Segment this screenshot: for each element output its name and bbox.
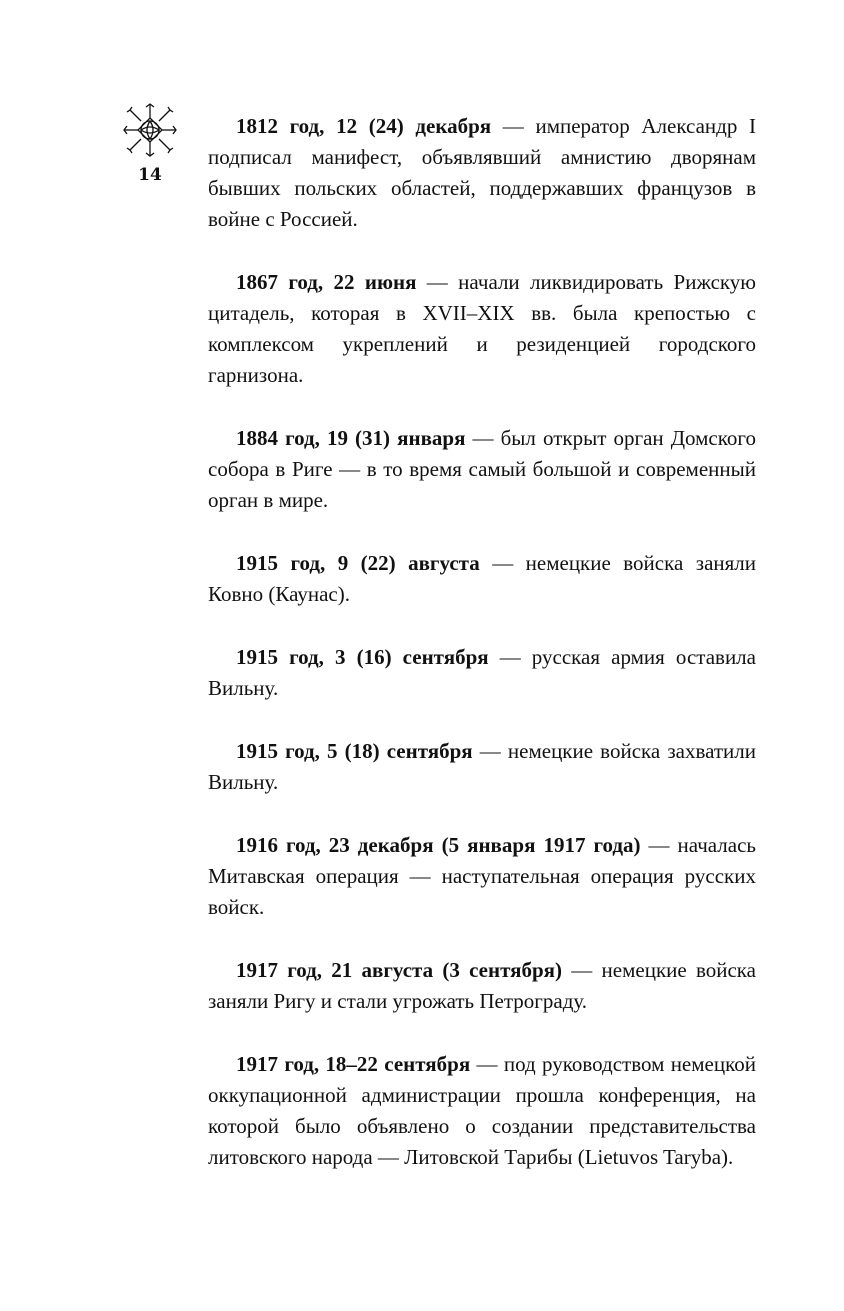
entry-text: — русская армия оставила Вильну.	[208, 645, 756, 700]
ornament-icon	[120, 100, 180, 160]
entry-date: 1812 год, 12 (24) декабря	[236, 114, 492, 138]
chronology-entry	[208, 955, 756, 1017]
chronology-list	[208, 111, 756, 1205]
chronology-entry	[208, 642, 756, 704]
entry-date: 1867 год, 22 июня	[236, 270, 417, 294]
chronology-entry	[208, 423, 756, 516]
chronology-entry	[208, 548, 756, 610]
entry-date: 1915 год, 9 (22) августа	[236, 551, 480, 575]
chronology-entry	[208, 736, 756, 798]
entry-text: — император Александр I подписал манифест, объявлявший амнистию дворянам бывших польских областей, поддержавших французов в войне с Россией.	[208, 114, 756, 231]
entry-text: — немецкие войска захватили Вильну.	[208, 739, 756, 794]
entry-text: — начали ликвидировать Рижскую цитадель, которая в XVII–XIX вв. была крепостью с комплексом укреплений и резиденцией городского гарнизона.	[208, 270, 756, 387]
entry-date: 1884 год, 19 (31) января	[236, 426, 466, 450]
entry-text: — под руководством немецкой оккупационной администрации прошла конференция, на которой было объявлено о создании представительства литовского народа — Литовской Тарибы (Lietuvos Taryba).	[208, 1052, 756, 1169]
entry-date: 1917 год, 18–22 сентября	[236, 1052, 471, 1076]
entry-date: 1915 год, 3 (16) сентября	[236, 645, 489, 669]
entry-date: 1917 год, 21 августа (3 сентября)	[236, 958, 563, 982]
entry-text: — немецкие войска заняли Ригу и стали угрожать Петрограду.	[208, 958, 756, 1013]
entry-text: — немецкие войска заняли Ковно (Каунас).	[208, 551, 756, 606]
entry-date: 1916 год, 23 декабря (5 января 1917 года)	[236, 833, 641, 857]
chronology-entry	[208, 1049, 756, 1173]
entry-text: — был открыт орган Домского собора в Риге — в то время самый большой и современный орган в мире.	[208, 426, 756, 512]
chronology-entry	[208, 111, 756, 235]
chronology-entry	[208, 267, 756, 391]
chronology-entry	[208, 830, 756, 923]
entry-text: — началась Митавская операция — наступательная операция русских войск.	[208, 833, 756, 919]
page-number: 14	[138, 165, 162, 185]
entry-date: 1915 год, 5 (18) сентября	[236, 739, 473, 763]
